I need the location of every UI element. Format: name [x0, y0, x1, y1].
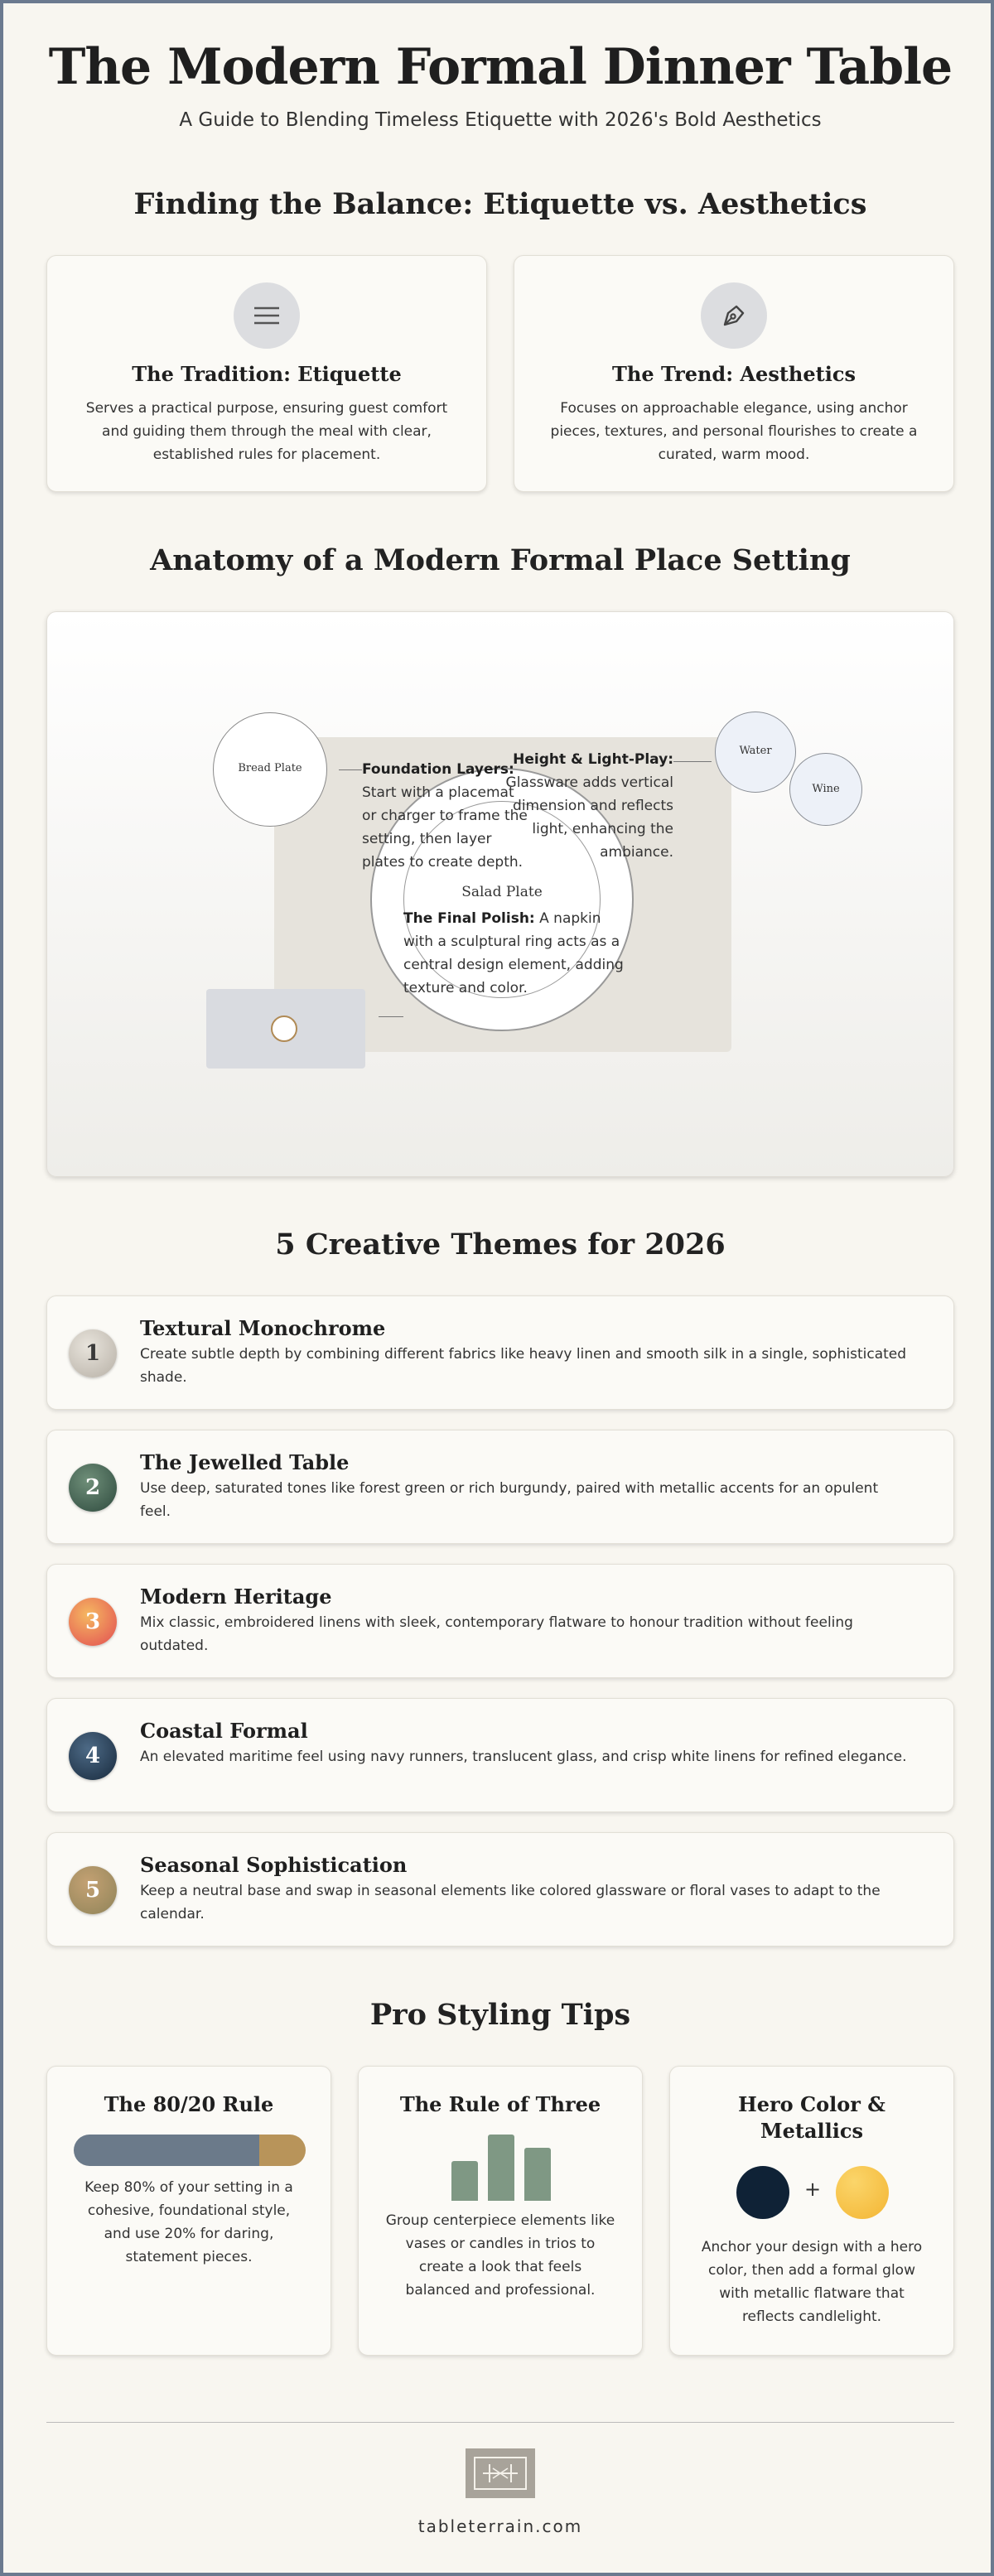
- trio-bar-short: [451, 2161, 478, 2201]
- page-title: The Modern Formal Dinner Table: [48, 38, 953, 96]
- theme-number-badge: 3: [69, 1598, 117, 1646]
- theme-number-badge: 2: [69, 1464, 117, 1512]
- tips-section-title: Pro Styling Tips: [369, 1998, 631, 2032]
- tip-description: Keep 80% of your setting in a cohesive, foundational style, and use 20% for daring, statement pieces.: [84, 2179, 293, 2265]
- height-callout-text: Glassware adds vertical dimension and reflects light, enhancing the ambiance.: [505, 774, 673, 861]
- theme-title: Coastal Formal: [140, 1719, 308, 1743]
- metallic-color-swatch: [836, 2166, 889, 2219]
- balance-section-title: Finding the Balance: Etiquette vs. Aesthetics: [133, 187, 867, 221]
- height-callout-title: Height & Light-Play:: [513, 751, 673, 768]
- tradition-card: [46, 255, 487, 492]
- footer-url: tableterrain.com: [417, 2516, 583, 2536]
- tradition-title: The Tradition: Etiquette: [132, 362, 402, 386]
- theme-description: Create subtle depth by combining different fabrics like heavy linen and smooth silk in a single, sophisticated shade.: [140, 1346, 907, 1386]
- foundation-callout-text: Start with a placemat or charger to frame the setting, then layer plates to create depth.: [362, 784, 528, 871]
- polish-callout-text: A napkin with a sculptural ring acts as a central design element, adding texture and color.: [403, 910, 624, 996]
- polish-callout-line: [379, 1016, 403, 1017]
- wine-glass-label: Wine: [812, 783, 840, 795]
- trio-bar-medium: [524, 2148, 551, 2201]
- theme-title: Textural Monochrome: [140, 1316, 386, 1340]
- tip-title: The Rule of Three: [399, 2092, 601, 2116]
- polish-callout: [403, 907, 627, 1000]
- polish-callout-title: The Final Polish:: [403, 910, 535, 927]
- ratio-bar-statement-segment: [259, 2135, 306, 2166]
- theme-card: [46, 1564, 954, 1678]
- theme-title: The Jewelled Table: [140, 1450, 350, 1474]
- theme-title: Seasonal Sophistication: [140, 1853, 408, 1877]
- tip-card-rule-of-three: [358, 2066, 643, 2356]
- tip-description: Group centerpiece elements like vases or candles in trios to create a look that feels balanced and professional.: [385, 2212, 615, 2299]
- footer-divider: [46, 2422, 954, 2423]
- trio-bar-tall: [488, 2135, 514, 2201]
- bread-plate-label: Bread Plate: [238, 762, 302, 774]
- anatomy-section-title: Anatomy of a Modern Formal Place Setting: [150, 543, 851, 577]
- plus-sign: +: [803, 2178, 822, 2201]
- pen-nib-icon: [701, 282, 767, 349]
- napkin-ring: [271, 1015, 297, 1042]
- theme-description: Mix classic, embroidered linens with sleek, contemporary flatware to honour tradition without feeling outdated.: [140, 1614, 853, 1654]
- theme-card: [46, 1430, 954, 1544]
- page-subtitle: A Guide to Blending Timeless Etiquette with 2026's Bold Aesthetics: [179, 109, 822, 131]
- tip-card-80-20: [46, 2066, 331, 2356]
- trend-description: Focuses on approachable elegance, using anchor pieces, textures, and personal flourishes to create a curated, warm mood.: [550, 400, 918, 463]
- trend-title: The Trend: Aesthetics: [612, 362, 856, 386]
- theme-card: [46, 1295, 954, 1410]
- tip-description: Anchor your design with a hero color, then add a formal glow with metallic flatware that reflects candlelight.: [701, 2239, 923, 2325]
- hero-color-swatch: [736, 2166, 789, 2219]
- tradition-description: Serves a practical purpose, ensuring guest comfort and guiding them through the meal with clear, established rules for placement.: [85, 400, 448, 463]
- ratio-bar: [74, 2135, 306, 2166]
- theme-title: Modern Heritage: [140, 1585, 332, 1609]
- height-callout: [501, 748, 673, 864]
- salad-plate-label: Salad Plate: [461, 884, 543, 900]
- theme-number-badge: 4: [69, 1732, 117, 1780]
- menu-lines-icon: [234, 282, 300, 349]
- theme-number-badge: 5: [69, 1866, 117, 1914]
- theme-description: An elevated maritime feel using navy runners, translucent glass, and crisp white linens for refined elegance.: [140, 1749, 907, 1765]
- themes-section-title: 5 Creative Themes for 2026: [275, 1228, 726, 1261]
- tip-title: Hero Color & Metallics: [738, 2092, 885, 2143]
- place-setting-diagram: [46, 611, 954, 1177]
- theme-description: Keep a neutral base and swap in seasonal elements like colored glassware or floral vases to adapt to the calendar.: [140, 1883, 881, 1922]
- table-setting-logo-icon: [466, 2448, 535, 2498]
- theme-card: [46, 1698, 954, 1812]
- ratio-bar-foundation-segment: [74, 2135, 259, 2166]
- water-glass-label: Water: [739, 745, 772, 757]
- theme-card: [46, 1832, 954, 1946]
- theme-description: Use deep, saturated tones like forest green or rich burgundy, paired with metallic accents for an opulent feel.: [140, 1480, 879, 1520]
- height-callout-line: [673, 761, 712, 762]
- tip-card-hero-color: [669, 2066, 954, 2356]
- foundation-callout-title: Foundation Layers:: [362, 761, 514, 778]
- foundation-callout-line: [339, 769, 362, 770]
- trend-card: [514, 255, 954, 492]
- theme-number-badge: 1: [69, 1329, 117, 1377]
- tip-title: The 80/20 Rule: [104, 2092, 274, 2116]
